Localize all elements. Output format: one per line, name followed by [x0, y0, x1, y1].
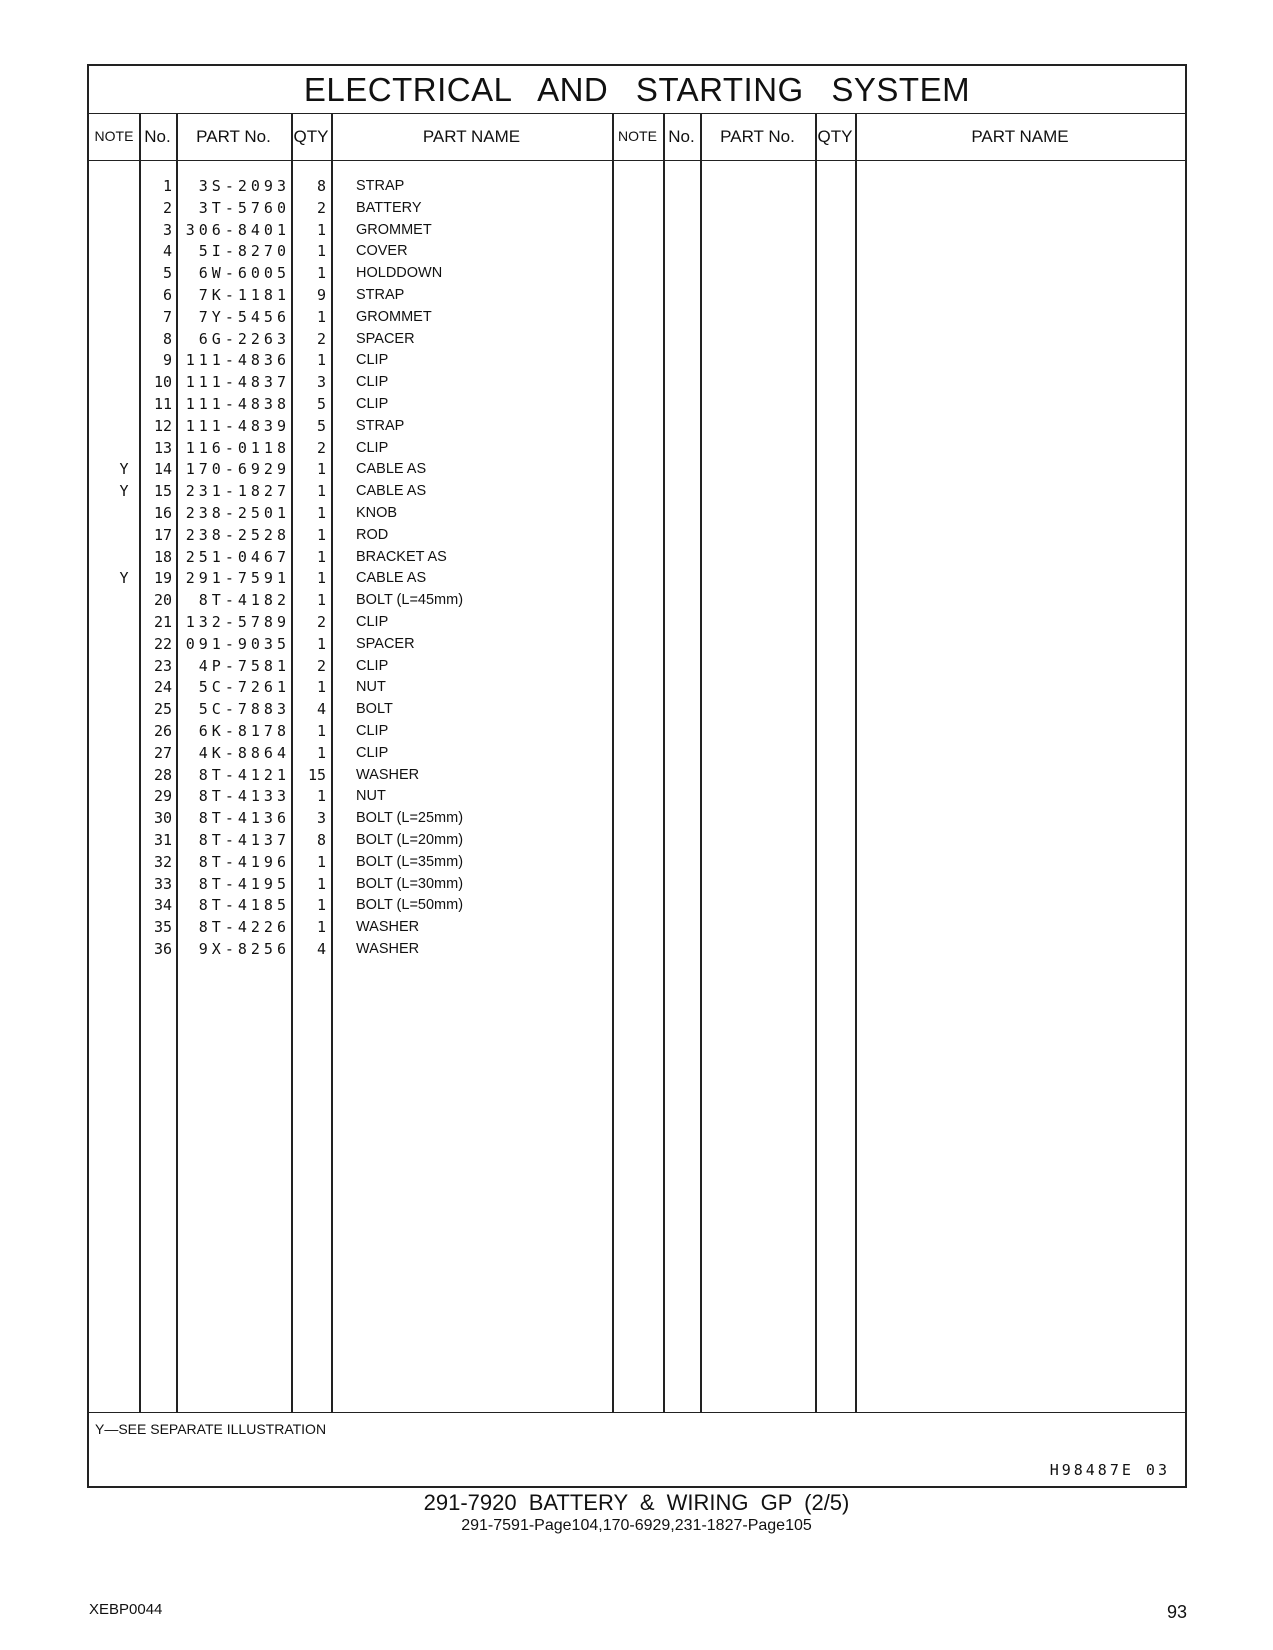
part-number: 4K-8864 [198, 743, 290, 762]
part-name: BOLT (L=45mm) [356, 592, 464, 609]
part-number: 5C-7883 [198, 700, 290, 719]
quantity: 1 [316, 852, 326, 871]
part-name: WASHER [356, 941, 420, 957]
table-row [89, 502, 1185, 525]
item-number: 5 [162, 264, 172, 283]
table-row [89, 807, 1185, 830]
part-number: 8T-4136 [198, 809, 290, 828]
quantity: 1 [316, 874, 326, 893]
part-number: 111-4836 [185, 351, 290, 370]
part-number: 5I-8270 [198, 242, 290, 261]
quantity: 1 [316, 220, 326, 239]
item-number: 19 [153, 569, 172, 588]
quantity: 1 [316, 460, 326, 479]
table-row [89, 393, 1185, 416]
table-row [89, 262, 1185, 285]
item-number: 29 [153, 787, 172, 806]
quantity: 15 [307, 765, 326, 784]
part-number: 8T-4121 [198, 765, 290, 784]
part-number: 3T-5760 [198, 198, 290, 217]
table-row [89, 524, 1185, 547]
table-row [89, 916, 1185, 939]
quantity: 4 [316, 700, 326, 719]
table-row [89, 306, 1185, 329]
part-number: 238-2528 [185, 525, 290, 544]
quantity: 2 [316, 613, 326, 631]
part-name: BRACKET AS [356, 548, 447, 565]
part-name: WASHER [356, 766, 420, 783]
quantity: 1 [316, 482, 326, 501]
part-number: 231-1827 [185, 482, 290, 501]
part-name: CLIP [356, 439, 389, 456]
table-row [89, 873, 1185, 896]
note-cell: Y [119, 482, 129, 501]
note-cell: Y [119, 569, 129, 588]
quantity: 1 [316, 569, 326, 588]
item-number: 35 [153, 918, 172, 937]
item-number: 2 [162, 198, 172, 217]
part-name: NUT [356, 679, 386, 696]
header-no-left: No. [144, 127, 171, 146]
item-number: 21 [153, 613, 172, 631]
table-row [89, 219, 1185, 242]
item-number: 34 [153, 896, 172, 915]
quantity: 5 [316, 416, 326, 435]
header-note-left: NOTE [94, 128, 134, 144]
table-row [89, 240, 1185, 263]
part-name: SPACER [356, 330, 415, 347]
item-number: 16 [153, 504, 172, 522]
table-row [89, 349, 1185, 372]
item-number: 1 [162, 177, 172, 195]
quantity: 1 [316, 918, 326, 937]
table-header-row [89, 113, 1185, 161]
part-number: 7Y-5456 [198, 307, 290, 326]
part-name: BOLT (L=25mm) [356, 810, 464, 827]
part-name: STRAP [356, 178, 405, 194]
quantity: 1 [316, 743, 326, 762]
table-row [89, 458, 1185, 481]
part-name: CLIP [356, 374, 389, 391]
note-cell: Y [119, 460, 129, 479]
item-number: 33 [153, 874, 172, 893]
part-number: 8T-4133 [198, 787, 290, 806]
quantity: 1 [316, 264, 326, 283]
footnote: Y—SEE SEPARATE ILLUSTRATION [95, 1421, 327, 1437]
document-id: XEBP0044 [89, 1601, 163, 1618]
quantity: 8 [316, 831, 326, 849]
item-number: 27 [153, 743, 172, 762]
item-number: 6 [162, 286, 172, 304]
table-row [89, 698, 1185, 721]
item-number: 31 [153, 831, 172, 849]
item-number: 13 [153, 438, 172, 457]
quantity: 1 [316, 242, 326, 261]
table-row [89, 589, 1185, 612]
header-note-right: NOTE [618, 128, 657, 144]
part-number: 8T-4226 [198, 918, 290, 937]
part-name: CLIP [356, 744, 389, 761]
quantity: 1 [316, 787, 326, 806]
quantity: 2 [316, 329, 326, 348]
table-row [89, 567, 1185, 590]
item-number: 26 [153, 722, 172, 740]
part-name: NUT [356, 788, 386, 805]
part-name: BOLT [356, 701, 393, 718]
table-row [89, 284, 1185, 307]
quantity: 4 [316, 940, 326, 958]
part-name: KNOB [356, 505, 398, 521]
item-number: 36 [153, 940, 172, 958]
part-name: CABLE AS [356, 570, 427, 587]
part-name: CLIP [356, 396, 389, 412]
part-number: 8T-4182 [198, 591, 290, 610]
part-number: 9X-8256 [198, 940, 290, 958]
table-row [89, 742, 1185, 765]
item-number: 32 [153, 852, 172, 871]
part-number: 6G-2263 [198, 329, 290, 348]
item-number: 4 [162, 242, 172, 261]
item-number: 25 [153, 700, 172, 719]
part-number: 091-9035 [185, 634, 290, 653]
part-name: WASHER [356, 919, 420, 936]
table-row [89, 546, 1185, 569]
part-name: CLIP [356, 352, 389, 369]
table-row [89, 894, 1185, 917]
item-number: 17 [153, 525, 172, 544]
header-part-no-left: PART No. [196, 127, 271, 146]
quantity: 2 [316, 198, 326, 217]
header-no-right: No. [668, 127, 695, 146]
item-number: 20 [153, 591, 172, 610]
item-number: 7 [162, 307, 172, 326]
header-part-name-left: PART NAME [422, 127, 521, 146]
part-number: 111-4837 [185, 373, 290, 392]
part-name: COVER [356, 243, 408, 260]
quantity: 2 [316, 656, 326, 675]
quantity: 1 [316, 307, 326, 326]
part-number: 291-7591 [185, 569, 290, 588]
part-number: 8T-4185 [198, 896, 290, 915]
quantity: 2 [316, 438, 326, 457]
part-name: CABLE AS [356, 461, 427, 478]
item-number: 28 [153, 765, 172, 784]
quantity: 8 [316, 177, 326, 195]
table-row [89, 175, 1185, 198]
part-name: ROD [356, 526, 389, 543]
item-number: 23 [153, 656, 172, 675]
quantity: 1 [316, 547, 326, 566]
header-qty-left: QTY [293, 127, 329, 146]
quantity: 9 [316, 286, 326, 304]
table-row [89, 197, 1185, 220]
header-part-name-right: PART NAME [971, 127, 1069, 146]
quantity: 1 [316, 634, 326, 653]
part-number: 116-0118 [185, 438, 290, 457]
item-number: 14 [153, 460, 172, 479]
parts-list-table [87, 64, 1187, 1488]
part-number: 111-4839 [185, 416, 290, 435]
part-number: 238-2501 [185, 504, 290, 522]
quantity: 5 [316, 395, 326, 413]
part-name: BOLT (L=20mm) [356, 832, 464, 848]
part-name: SPACER [356, 635, 415, 652]
table-row [89, 829, 1185, 852]
table-row [89, 720, 1185, 743]
table-row [89, 437, 1185, 460]
part-number: 132-5789 [185, 613, 290, 631]
quantity: 1 [316, 525, 326, 544]
part-number: 7K-1181 [198, 286, 290, 304]
table-row [89, 371, 1185, 394]
item-number: 11 [153, 395, 172, 413]
footnote-band [89, 1412, 1185, 1489]
item-number: 18 [153, 547, 172, 566]
quantity: 3 [316, 373, 326, 392]
item-number: 10 [153, 373, 172, 392]
item-number: 3 [162, 220, 172, 239]
part-number: 4P-7581 [198, 656, 290, 675]
part-number: 8T-4196 [198, 852, 290, 871]
part-name: BATTERY [356, 199, 422, 216]
part-name: BOLT (L=35mm) [356, 853, 464, 870]
part-number: 8T-4195 [198, 874, 290, 893]
part-number: 3S-2093 [198, 177, 290, 195]
item-number: 8 [162, 329, 172, 348]
part-name: GROMMET [356, 308, 432, 325]
part-number: 8T-4137 [198, 831, 290, 849]
table-row [89, 785, 1185, 808]
quantity: 1 [316, 591, 326, 610]
part-name: CLIP [356, 657, 389, 674]
part-number: 5C-7261 [198, 678, 290, 697]
table-row [89, 611, 1185, 634]
header-qty-right: QTY [817, 127, 853, 146]
part-number: 111-4838 [185, 395, 290, 413]
table-row [89, 938, 1185, 961]
table-row [89, 655, 1185, 678]
part-name: CABLE AS [356, 483, 427, 500]
item-number: 12 [153, 416, 172, 435]
part-number: 6K-8178 [198, 722, 290, 740]
quantity: 1 [316, 504, 326, 522]
quantity: 1 [316, 351, 326, 370]
part-name: BOLT (L=30mm) [356, 875, 464, 892]
part-number: 306-8401 [185, 220, 290, 239]
section-title: ELECTRICAL AND STARTING SYSTEM [89, 66, 1185, 114]
part-name: CLIP [356, 614, 389, 630]
part-name: STRAP [356, 417, 405, 434]
group-caption: 291-7920 BATTERY & WIRING GP (2/5) [423, 1490, 850, 1515]
part-number: 251-0467 [185, 547, 290, 566]
table-row [89, 764, 1185, 787]
part-name: BOLT (L=50mm) [356, 897, 464, 914]
part-name: CLIP [356, 723, 389, 739]
part-name: GROMMET [356, 221, 432, 238]
table-row [89, 328, 1185, 351]
item-number: 15 [153, 482, 172, 501]
quantity: 1 [316, 896, 326, 915]
quantity: 1 [316, 678, 326, 697]
item-number: 30 [153, 809, 172, 828]
quantity: 1 [316, 722, 326, 740]
item-number: 9 [162, 351, 172, 370]
table-row [89, 415, 1185, 438]
header-part-no-right: PART No. [720, 127, 795, 146]
table-row [89, 676, 1185, 699]
item-number: 24 [153, 678, 172, 697]
part-number: 6W-6005 [198, 264, 290, 283]
part-number: 170-6929 [185, 460, 290, 479]
table-row [89, 480, 1185, 503]
drawing-code: H98487E 03 [1049, 1461, 1170, 1479]
quantity: 3 [316, 809, 326, 828]
part-name: STRAP [356, 287, 405, 303]
table-row [89, 851, 1185, 874]
item-number: 22 [153, 634, 172, 653]
table-row [89, 633, 1185, 656]
part-name: HOLDDOWN [356, 265, 443, 282]
page-references: 291-7591-Page104,170-6929,231-1827-Page105 [461, 1517, 812, 1534]
page-number: 93 [1166, 1602, 1187, 1622]
